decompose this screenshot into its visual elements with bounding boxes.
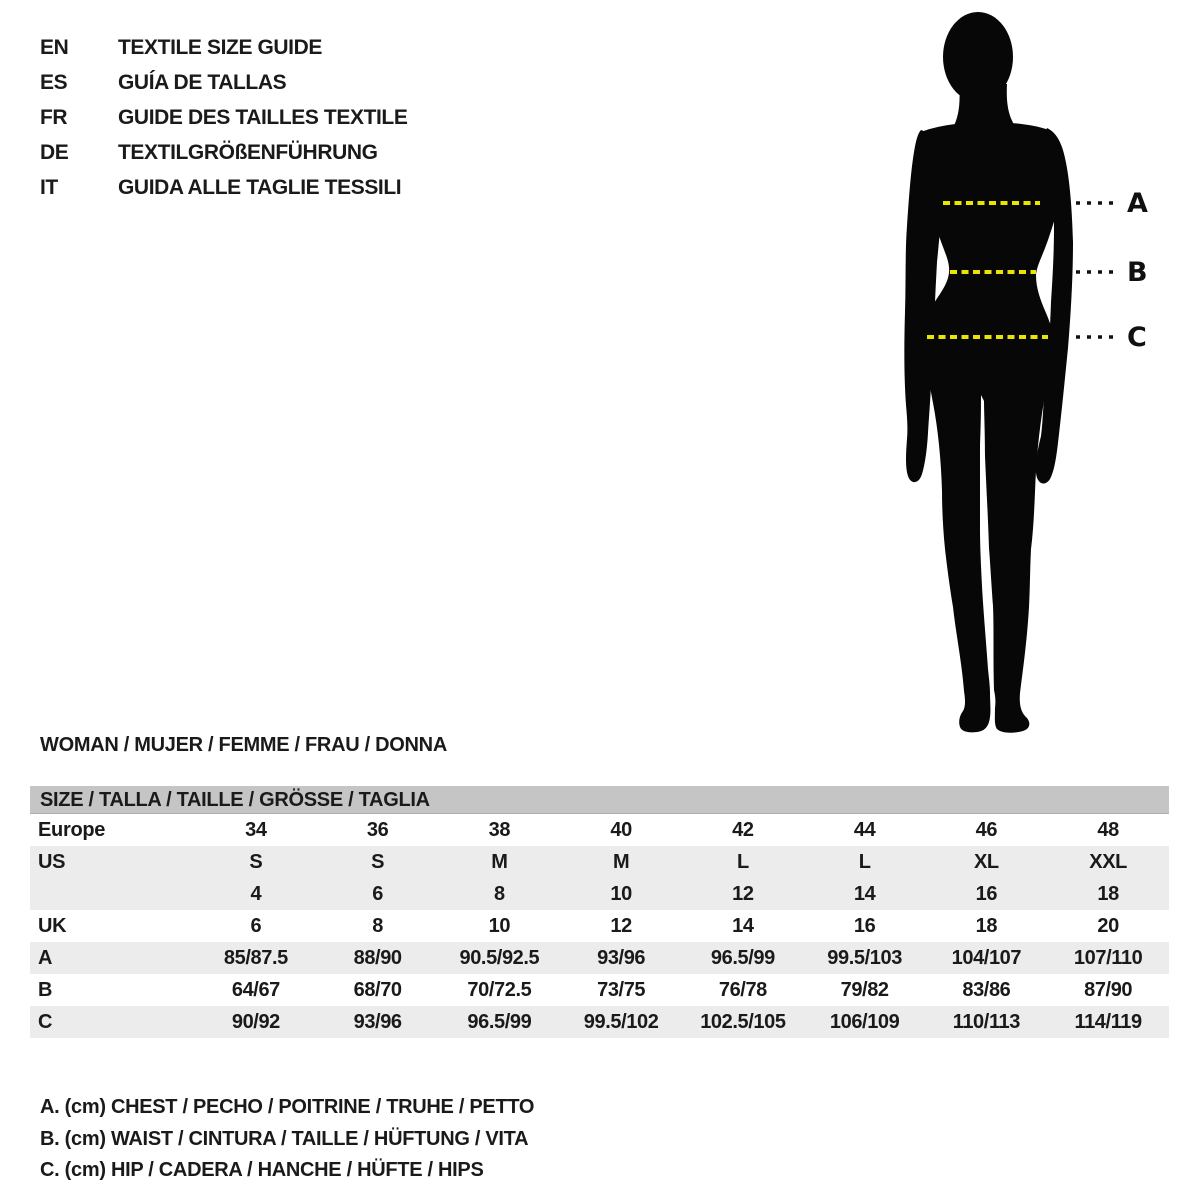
size-value-cell: 34 (245, 818, 267, 841)
measurement-legend (40, 1092, 534, 1187)
lang-code: IT (40, 175, 58, 199)
size-table-row (30, 846, 1169, 878)
size-value-cell: 90.5/92.5 (459, 946, 540, 969)
size-table-row (30, 1006, 1169, 1038)
size-value-cell: 110/113 (952, 1010, 1021, 1033)
size-value-cell: 38 (488, 818, 511, 841)
lang-row-fr (40, 100, 407, 135)
lang-code: EN (40, 35, 69, 59)
size-value-cell: 85/87.5 (223, 946, 288, 969)
legend-chest: A. (cm) CHEST / PECHO / POITRINE / TRUHE / PETTO (40, 1096, 535, 1119)
lang-row-de (40, 135, 407, 170)
size-row-label: A (38, 946, 53, 969)
size-table-row (30, 974, 1169, 1006)
size-value-cell: 10 (488, 914, 511, 937)
size-value-cell: 70/72.5 (467, 978, 532, 1001)
size-value-cell: 40 (610, 818, 632, 841)
size-table-rows (30, 814, 1169, 1038)
lang-code: DE (40, 140, 69, 164)
size-row-label: Europe (38, 818, 106, 841)
size-value-cell: 4 (250, 882, 262, 905)
size-value-cell: 12 (610, 914, 632, 937)
size-value-cell: 83/86 (962, 978, 1011, 1001)
section-title-woman: WOMAN / MUJER / FEMME / FRAU / DONNA (40, 734, 447, 756)
size-value-cell: 96.5/99 (710, 946, 775, 969)
size-value-cell: 48 (1097, 818, 1119, 841)
silhouette-body (920, 122, 1063, 733)
size-value-cell: 14 (732, 914, 754, 937)
size-value-cell: 18 (975, 914, 998, 937)
size-value-cell: L (858, 850, 871, 873)
measurement-figure (850, 0, 1170, 745)
size-value-cell: 104/107 (951, 946, 1022, 969)
size-value-cell: 10 (610, 882, 632, 905)
size-table (30, 786, 1169, 1038)
lang-code: FR (40, 105, 68, 129)
size-value-cell: 114/119 (1074, 1010, 1142, 1033)
size-table-row (30, 814, 1169, 846)
size-value-cell: 36 (366, 818, 389, 841)
size-row-label: C (38, 1010, 53, 1033)
size-value-cell: S (249, 850, 263, 873)
language-title-list (40, 30, 407, 205)
size-value-cell: 99.5/102 (583, 1010, 659, 1033)
size-row-label: US (38, 850, 66, 873)
size-value-cell: 88/90 (353, 946, 402, 969)
size-value-cell: 42 (732, 818, 754, 841)
lang-title: TEXTILGRÖßENFÜHRUNG (118, 140, 378, 164)
size-value-cell: 8 (494, 882, 505, 905)
size-value-cell: 12 (732, 882, 754, 905)
size-table-header: SIZE / TALLA / TAILLE / GRÖSSE / TAGLIA (30, 786, 1169, 814)
woman-silhouette-svg (850, 0, 1170, 745)
size-value-cell: 93/96 (597, 946, 646, 969)
marker-label-b: B (1127, 257, 1148, 288)
size-value-cell: 76/78 (718, 978, 767, 1001)
size-value-cell: S (371, 850, 385, 873)
size-value-cell: 6 (372, 882, 383, 905)
size-value-cell: 64/67 (231, 978, 280, 1001)
size-value-cell: 20 (1097, 914, 1119, 937)
lang-row-es (40, 65, 407, 100)
size-value-cell: XXL (1089, 850, 1127, 873)
size-table-row (30, 878, 1169, 910)
size-value-cell: 93/96 (353, 1010, 402, 1033)
size-table-row (30, 942, 1169, 974)
size-value-cell: M (491, 850, 508, 873)
size-value-cell: 79/82 (840, 978, 889, 1001)
lang-title: TEXTILE SIZE GUIDE (118, 35, 322, 59)
size-value-cell: 73/75 (597, 978, 646, 1001)
lang-title: GUIDA ALLE TAGLIE TESSILI (118, 175, 402, 199)
size-row-label: B (38, 978, 53, 1001)
size-value-cell: 87/90 (1084, 978, 1133, 1001)
size-value-cell: 96.5/99 (467, 1010, 532, 1033)
size-value-cell: 8 (372, 914, 383, 937)
size-value-cell: 16 (975, 882, 998, 905)
size-value-cell: 107/110 (1073, 946, 1143, 969)
size-value-cell: 90/92 (231, 1010, 280, 1033)
lang-row-it (40, 170, 407, 205)
size-value-cell: 14 (853, 882, 876, 905)
size-value-cell: L (736, 850, 749, 873)
size-value-cell: M (612, 850, 630, 873)
size-row-label: UK (38, 914, 67, 937)
lang-title: GUÍA DE TALLAS (118, 70, 287, 94)
lang-title: GUIDE DES TAILLES TEXTILE (118, 105, 408, 129)
size-value-cell: 68/70 (353, 978, 402, 1001)
marker-label-c: C (1127, 322, 1147, 353)
size-value-cell: 106/109 (829, 1010, 900, 1033)
size-value-cell: XL (973, 850, 999, 873)
size-table-row (30, 910, 1169, 942)
marker-label-a: A (1127, 188, 1148, 219)
legend-waist: B. (cm) WAIST / CINTURA / TAILLE / HÜFTUNG / VITA (40, 1127, 529, 1150)
lang-row-en (40, 30, 407, 65)
size-value-cell: 102.5/105 (700, 1010, 786, 1033)
legend-hip: C. (cm) HIP / CADERA / HANCHE / HÜFTE / HIPS (40, 1159, 484, 1182)
lang-code: ES (40, 70, 68, 94)
size-value-cell: 46 (975, 818, 998, 841)
size-value-cell: 16 (853, 914, 876, 937)
size-value-cell: 44 (853, 818, 876, 841)
size-value-cell: 6 (250, 914, 262, 937)
size-value-cell: 18 (1097, 882, 1119, 905)
size-value-cell: 99.5/103 (827, 946, 902, 969)
